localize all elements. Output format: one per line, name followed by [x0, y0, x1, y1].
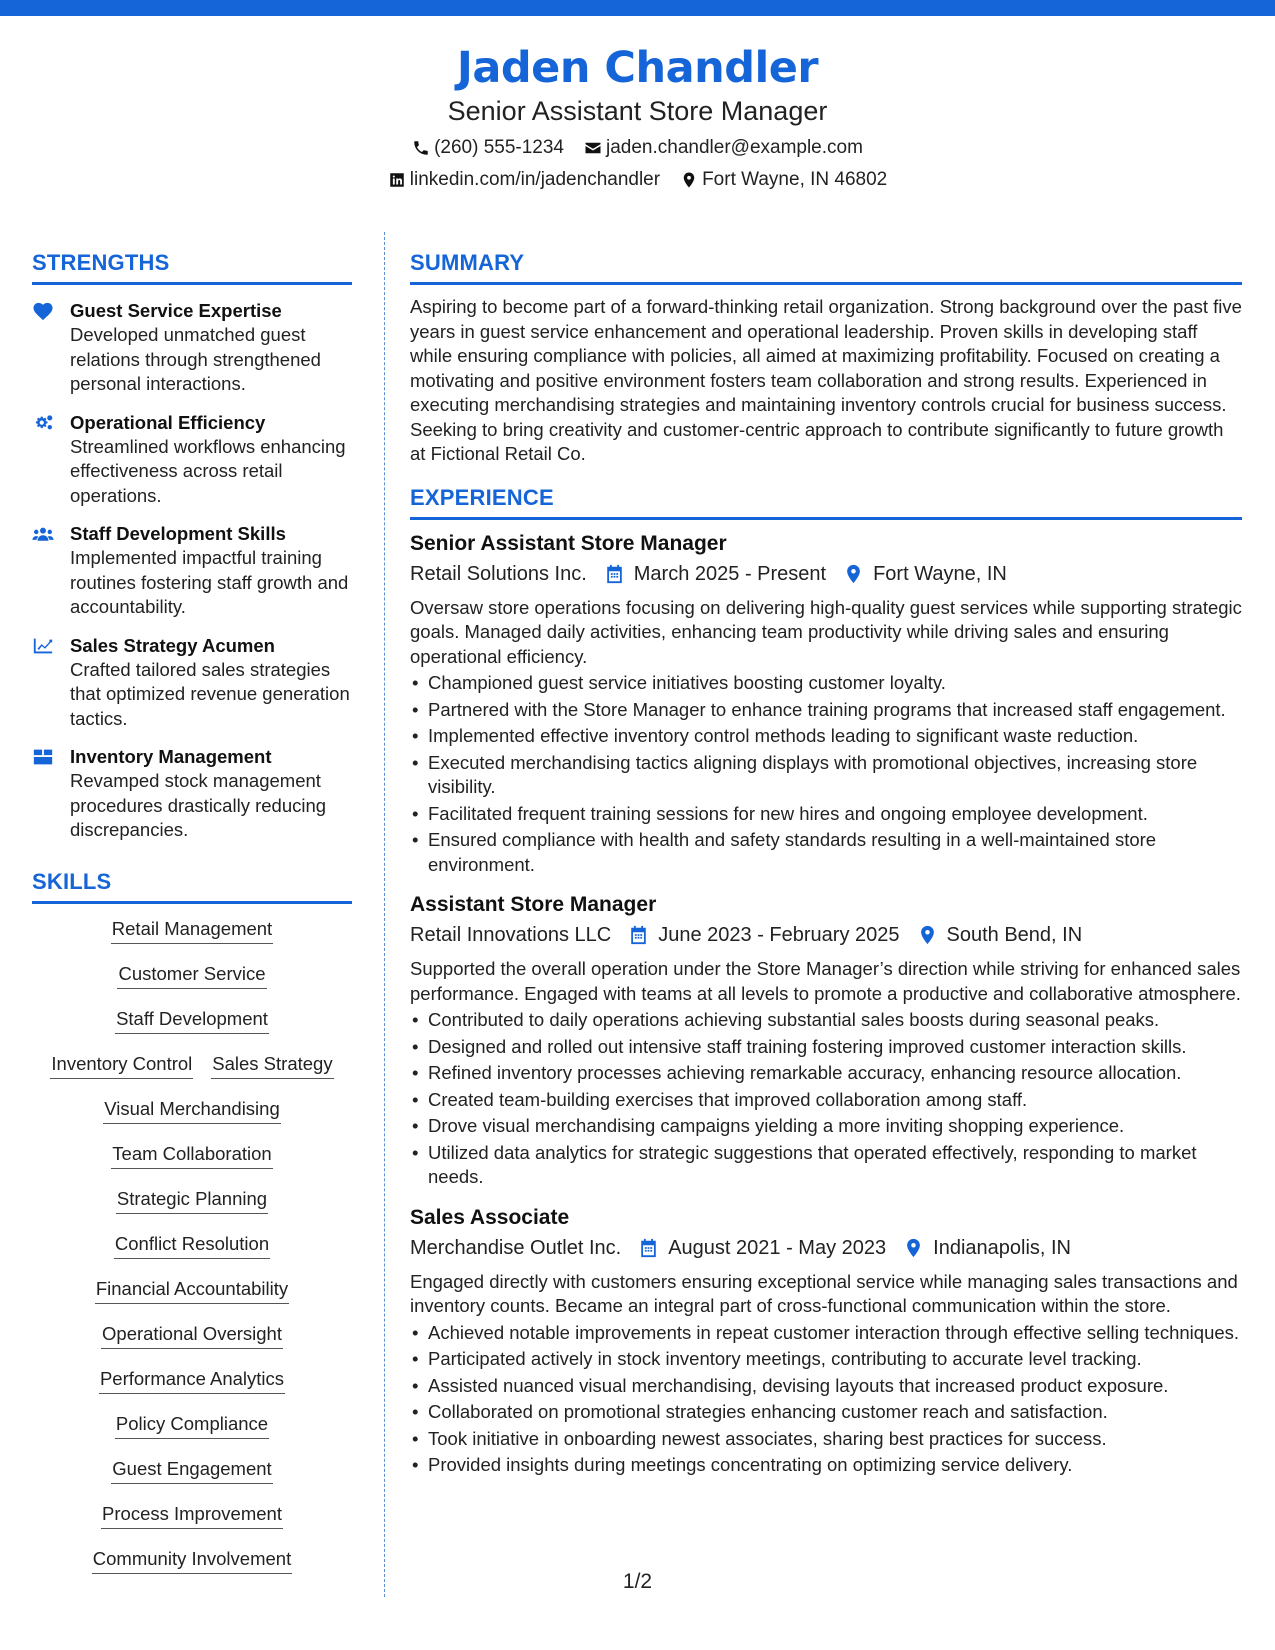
skill-tag: Policy Compliance	[115, 1411, 269, 1439]
job-company: Retail Solutions Inc.	[410, 562, 587, 585]
box-icon	[32, 747, 54, 767]
strength-desc: Revamped stock management procedures drastically reducing discrepancies.	[70, 770, 327, 840]
job-description: Engaged directly with customers ensuring exceptional service while managing sales transactions and inventory counts. Became an integral part of cross-functional communication within the store.	[410, 1270, 1238, 1316]
job-meta	[410, 1234, 1242, 1262]
list-item: • Contributed to daily operations achieving substantial sales boosts during seasonal peaks.	[410, 1008, 1242, 1033]
job-dates: June 2023 - February 2025	[658, 924, 900, 946]
skills-list	[32, 916, 352, 1591]
right-column	[410, 248, 1242, 1478]
list-item: • Collaborated on promotional strategies enhancing customer reach and satisfaction.	[410, 1400, 1242, 1425]
strength-title: Sales Strategy Acumen	[70, 634, 275, 656]
skill-tag: Operational Oversight	[101, 1321, 283, 1349]
phone-contact[interactable]	[412, 136, 564, 160]
summary-text: Aspiring to become part of a forward-thinking retail organization. Strong background over the past five years in guest service enhancement and operational leadership. Proven skills in developing staff while ensuring compliance with policies, all aimed at maximizing profitability. Focused on creating a motivating and positive environment fosters team collaboration and strong results. Experienced in executing merchandising strategies and maintaining inventory controls crucial for business success. Seeking to bring creativity and customer-centric approach to contribute significantly to future growth at Fictional Retail Co.	[410, 296, 1242, 464]
resume-header	[0, 42, 1275, 192]
location-contact	[680, 168, 887, 192]
list-item: • Assisted nuanced visual merchandising, devising layouts that increased product exposure.	[410, 1374, 1242, 1399]
skill-tag: Customer Service	[117, 961, 266, 989]
strength-desc: Implemented impactful training routines fostering staff growth and accountability.	[70, 547, 349, 617]
job-description: Supported the overall operation under the Store Manager’s direction while striving for enhanced sales performance. Engaged with teams at all levels to promote a productive and collaborative atmosphere.	[410, 958, 1241, 1004]
skill-tag: Staff Development	[115, 1006, 269, 1034]
list-item: • Facilitated frequent training sessions for new hires and ongoing employee development.	[410, 802, 1242, 827]
list-item: • Executed merchandising tactics aligning displays with promotional objectives, increasing store visibility.	[410, 751, 1242, 800]
job-entry	[410, 530, 1242, 878]
list-item: • Provided insights during meetings concentrating on optimizing service delivery.	[410, 1453, 1242, 1478]
map-pin-icon	[918, 925, 937, 945]
job-meta	[410, 560, 1242, 588]
job-dates: August 2021 - May 2023	[668, 1236, 887, 1259]
list-item: • Refined inventory processes achieving remarkable accuracy, enhancing resource allocation.	[410, 1061, 1242, 1086]
list-item: • Implemented effective inventory control methods leading to significant waste reduction.	[410, 724, 1242, 749]
left-column	[32, 248, 352, 1591]
skill-tag: Retail Management	[111, 916, 273, 944]
job-location: Fort Wayne, IN	[873, 562, 1007, 585]
calendar-icon	[605, 564, 624, 584]
strength-item	[32, 634, 352, 732]
job-company: Retail Innovations LLC	[410, 924, 612, 946]
strength-desc: Crafted tailored sales strategies that optimized revenue generation tactics.	[70, 658, 350, 729]
strength-title: Inventory Management	[70, 746, 272, 767]
summary-heading: SUMMARY	[410, 248, 1242, 285]
location-text: Fort Wayne, IN 46802	[702, 169, 888, 190]
map-pin-icon	[844, 564, 863, 584]
candidate-name: Jaden Chandler	[456, 43, 819, 93]
strength-item	[32, 745, 352, 843]
list-item: • Partnered with the Store Manager to enhance training programs that increased staff engagement.	[410, 698, 1242, 723]
strengths-heading: STRENGTHS	[32, 248, 352, 285]
page-number: 1/2	[622, 1570, 653, 1593]
job-location: South Bend, IN	[946, 924, 1083, 946]
job-bullets	[410, 671, 1242, 877]
job-title: Assistant Store Manager	[410, 893, 657, 916]
job-description: Oversaw store operations focusing on delivering high-quality guest services while supporting strategic goals. Managed daily activities, enhancing team productivity while driving sales and ensuring operational efficiency.	[410, 596, 1242, 667]
job-company: Merchandise Outlet Inc.	[410, 1236, 622, 1259]
contact-row-2	[0, 168, 1275, 192]
skill-tag: Visual Merchandising	[103, 1096, 281, 1124]
strength-item	[32, 411, 352, 509]
job-location: Indianapolis, IN	[933, 1236, 1072, 1259]
list-item: • Utilized data analytics for strategic suggestions that operated effectively, responding to market needs.	[410, 1141, 1242, 1190]
phone-text: (260) 555-1234	[434, 137, 564, 158]
skill-tag: Strategic Planning	[116, 1186, 268, 1214]
gears-icon	[32, 413, 54, 433]
job-entry	[410, 1204, 1242, 1478]
chart-line-icon	[32, 636, 54, 656]
strength-title: Guest Service Expertise	[70, 300, 282, 321]
users-icon	[32, 524, 54, 544]
list-item: • Achieved notable improvements in repeat customer interaction through effective selling techniques.	[410, 1321, 1242, 1346]
list-item: • Created team-building exercises that improved collaboration among staff.	[410, 1088, 1242, 1113]
skill-tag: Guest Engagement	[111, 1456, 272, 1484]
calendar-icon	[629, 925, 648, 945]
strength-item	[32, 522, 352, 620]
skill-tag: Community Involvement	[92, 1546, 292, 1574]
job-title: Senior Assistant Store Manager	[410, 531, 727, 555]
skill-tag: Process Improvement	[101, 1501, 283, 1529]
calendar-icon	[639, 1238, 658, 1258]
linkedin-icon	[388, 171, 406, 189]
strength-title: Operational Efficiency	[70, 411, 266, 433]
email-contact[interactable]	[584, 136, 863, 160]
list-item: • Ensured compliance with health and safety standards resulting in a well-maintained store environment.	[410, 828, 1242, 877]
strength-title: Staff Development Skills	[70, 523, 286, 544]
strength-item	[32, 299, 352, 397]
job-entry	[410, 891, 1242, 1190]
strength-desc: Streamlined workflows enhancing effectiveness across retail operations.	[70, 435, 346, 506]
job-dates: March 2025 - Present	[633, 562, 827, 585]
heart-icon	[32, 301, 54, 321]
linkedin-contact[interactable]	[388, 168, 660, 192]
envelope-icon	[584, 139, 602, 157]
map-pin-icon	[680, 171, 698, 189]
phone-icon	[412, 139, 430, 157]
skill-tag: Performance Analytics	[99, 1366, 285, 1394]
skills-heading: SKILLS	[32, 867, 352, 904]
skill-tag: Inventory Control	[50, 1051, 193, 1079]
linkedin-text: linkedin.com/in/jadenchandler	[409, 169, 661, 190]
contact-row-1	[0, 136, 1275, 160]
list-item: • Drove visual merchandising campaigns yielding a more inviting shopping experience.	[410, 1114, 1242, 1139]
list-item: • Designed and rolled out intensive staff training fostering improved customer interaction skills.	[410, 1035, 1242, 1060]
skill-tag: Sales Strategy	[211, 1051, 333, 1079]
list-item: • Championed guest service initiatives boosting customer loyalty.	[410, 671, 1242, 696]
job-bullets	[410, 1008, 1242, 1190]
experience-heading: EXPERIENCE	[410, 483, 1242, 520]
job-bullets	[410, 1321, 1242, 1478]
job-meta	[410, 921, 1242, 949]
list-item: • Participated actively in stock inventory meetings, contributing to accurate level tracking.	[410, 1347, 1242, 1372]
skill-tag: Conflict Resolution	[114, 1231, 270, 1259]
candidate-role: Senior Assistant Store Manager	[447, 96, 828, 126]
strength-desc: Developed unmatched guest relations through strengthened personal interactions.	[70, 324, 321, 394]
top-accent-bar	[0, 0, 1275, 16]
email-text: jaden.chandler@example.com	[606, 137, 863, 158]
map-pin-icon	[904, 1238, 923, 1258]
list-item: • Took initiative in onboarding newest associates, sharing best practices for success.	[410, 1427, 1242, 1452]
skill-tag: Financial Accountability	[95, 1276, 289, 1304]
job-title: Sales Associate	[410, 1205, 570, 1229]
skill-tag: Team Collaboration	[111, 1141, 272, 1169]
column-divider	[384, 232, 385, 1597]
